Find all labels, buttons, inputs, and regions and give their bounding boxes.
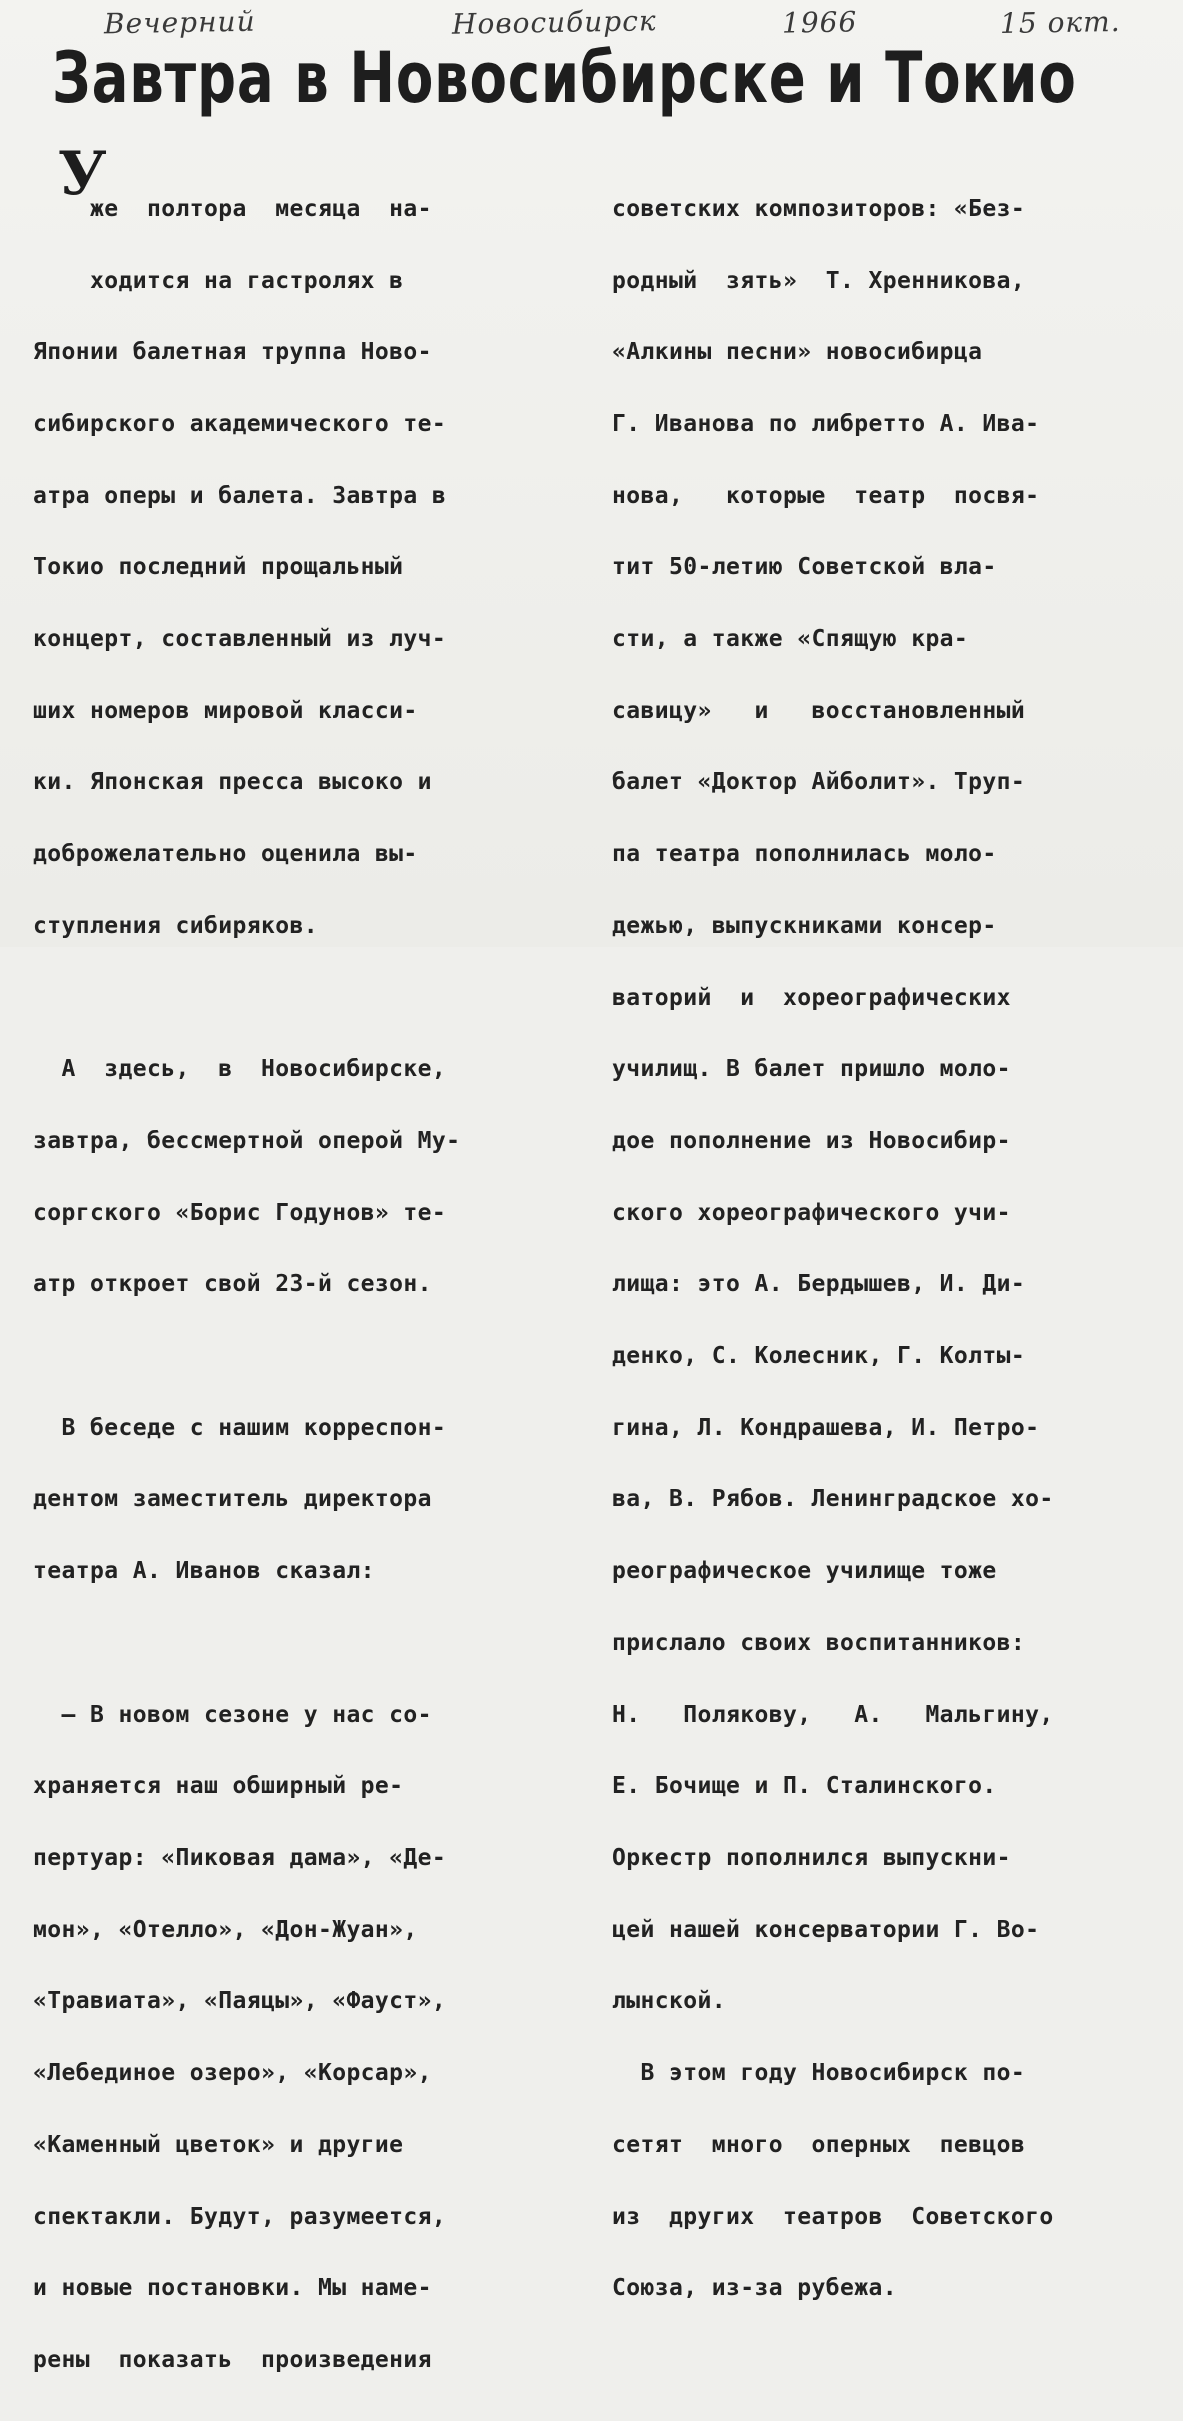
article-right-column bbox=[612, 150, 1152, 2349]
paragraph-gap bbox=[33, 987, 563, 1011]
drop-cap: У bbox=[58, 139, 107, 209]
handwritten-note-newspaper-name-2: Новосибирск bbox=[451, 4, 657, 41]
paragraph-gap bbox=[33, 1632, 563, 1656]
text-line: училищ. В балет пришло моло- bbox=[612, 1056, 1011, 1083]
text-line: театра А. Иванов сказал: bbox=[33, 1558, 375, 1585]
text-line: В беседе с нашим корреспон- bbox=[33, 1414, 447, 1441]
text-line: Г. Иванова по либретто А. Ива- bbox=[612, 410, 1040, 437]
text-line: «Травиата», «Паяцы», «Фауст», bbox=[33, 1988, 447, 2015]
text-line: сибирского академического те- bbox=[33, 410, 447, 437]
text-line: тит 50-летию Советской вла- bbox=[612, 554, 997, 581]
text-line: дентом заместитель директора bbox=[33, 1486, 432, 1513]
text-line: па театра пополнилась моло- bbox=[612, 841, 997, 868]
text-line: дое пополнение из Новосибир- bbox=[612, 1127, 1011, 1154]
text-line: из других театров Советского bbox=[612, 2203, 1054, 2230]
handwritten-note-date: 15 окт. bbox=[999, 4, 1121, 41]
text-line: советских композиторов: «Без- bbox=[612, 195, 1026, 222]
text-line: лища: это А. Бердышев, И. Ди- bbox=[612, 1271, 1026, 1298]
text-line: же полтора месяца на- bbox=[33, 195, 432, 222]
text-line: доброжелательно оценила вы- bbox=[33, 841, 418, 868]
text-line: А здесь, в Новосибирске, bbox=[33, 1056, 447, 1083]
text-line: сти, а также «Спящую кра- bbox=[612, 626, 969, 653]
text-line: ходится на гастролях в bbox=[33, 267, 404, 294]
text-line: завтра, бессмертной оперой Му- bbox=[33, 1127, 461, 1154]
text-line: Н. Полякову, А. Мальгину, bbox=[612, 1701, 1054, 1728]
text-line: ших номеров мировой класси- bbox=[33, 697, 418, 724]
text-line: спектакли. Будут, разумеется, bbox=[33, 2203, 447, 2230]
text-line: — В новом сезоне у нас со- bbox=[33, 1701, 432, 1728]
text-line: ступления сибиряков. bbox=[33, 912, 318, 939]
text-line: Оркестр пополнился выпускни- bbox=[612, 1844, 1011, 1871]
text-line: гина, Л. Кондрашева, И. Петро- bbox=[612, 1414, 1040, 1441]
text-line: балет «Доктор Айболит». Труп- bbox=[612, 769, 1026, 796]
text-line: Союза, из-за рубежа. bbox=[612, 2275, 897, 2302]
text-line: реографическое училище тоже bbox=[612, 1558, 997, 1585]
text-line: атр откроет свой 23-й сезон. bbox=[33, 1271, 432, 1298]
article-left-column bbox=[33, 139, 563, 2421]
text-line: «Лебединое озеро», «Корсар», bbox=[33, 2060, 432, 2087]
text-line: соргского «Борис Годунов» те- bbox=[33, 1199, 447, 1226]
text-line: нова, которые театр посвя- bbox=[612, 482, 1040, 509]
text-line: прислало своих воспитанников: bbox=[612, 1629, 1026, 1656]
text-line: ваторий и хореографических bbox=[612, 984, 1011, 1011]
handwritten-note-newspaper-name-1: Вечерний bbox=[103, 4, 256, 41]
paragraph-gap bbox=[33, 1345, 563, 1369]
text-line: лынской. bbox=[612, 1988, 726, 2015]
text-line: савицу» и восстановленный bbox=[612, 697, 1026, 724]
text-line: цей нашей консерватории Г. Во- bbox=[612, 1916, 1040, 1943]
text-line: храняется наш обширный ре- bbox=[33, 1773, 404, 1800]
text-line: В этом году Новосибирск по- bbox=[612, 2060, 1026, 2087]
text-line: родный зять» Т. Хренникова, bbox=[612, 267, 1026, 294]
text-line: «Алкины песни» новосибирца bbox=[612, 339, 983, 366]
text-line: сетят много оперных певцов bbox=[612, 2131, 1026, 2158]
text-line: концерт, составленный из луч- bbox=[33, 626, 447, 653]
text-line: ского хореографического учи- bbox=[612, 1199, 1011, 1226]
text-line: атра оперы и балета. Завтра в bbox=[33, 482, 447, 509]
text-line: и новые постановки. Мы наме- bbox=[33, 2275, 432, 2302]
text-line: рены показать произведения bbox=[33, 2346, 432, 2373]
text-line: ва, В. Рябов. Ленинградское хо- bbox=[612, 1486, 1054, 1513]
text-line: «Каменный цветок» и другие bbox=[33, 2131, 404, 2158]
text-line: Японии балетная труппа Ново- bbox=[33, 339, 432, 366]
text-line: денко, С. Колесник, Г. Колты- bbox=[612, 1343, 1026, 1370]
text-line: Токио последний прощальный bbox=[33, 554, 404, 581]
text-line: ки. Японская пресса высоко и bbox=[33, 769, 432, 796]
text-line: дежью, выпускниками консер- bbox=[612, 912, 997, 939]
text-line: Е. Бочище и П. Сталинского. bbox=[612, 1773, 997, 1800]
article-headline: Завтра в Новосибирске и Токио bbox=[52, 37, 1077, 119]
handwritten-note-year: 1966 bbox=[781, 5, 858, 40]
text-line: пертуар: «Пиковая дама», «Де- bbox=[33, 1844, 447, 1871]
text-line: мон», «Отелло», «Дон-Жуан», bbox=[33, 1916, 418, 1943]
